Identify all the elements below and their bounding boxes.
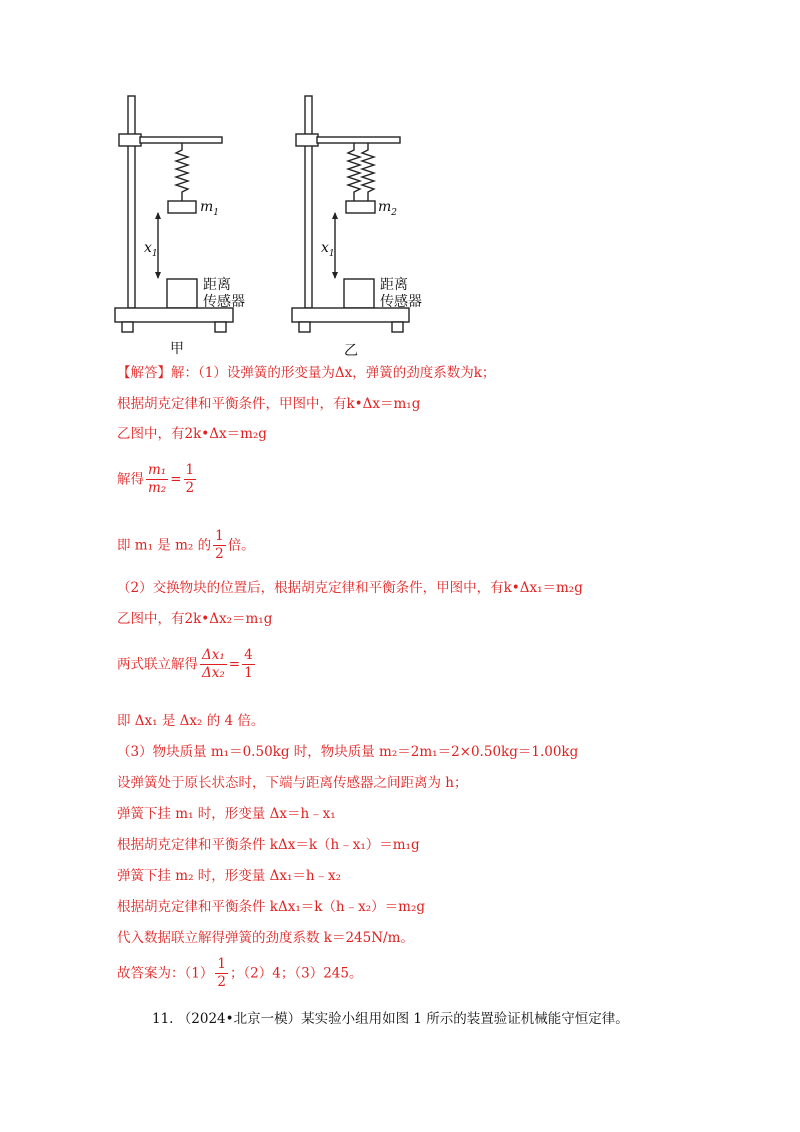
solution-line-6: （2）交换物块的位置后，根据胡克定律和平衡条件，甲图中，有k•Δx₁＝m₂g (117, 580, 583, 596)
solution-line-10: （3）物块质量 m₁＝0.50kg 时，物块质量 m₂＝2m₁＝2×0.50kg＝1.00kg (117, 744, 579, 760)
solution-line-3: 乙图中，有2k•Δx＝m₂g (117, 426, 267, 442)
displacement-ratio-fraction: $\frac{\text{Δx₁}}{\text{Δx₂}}$ (202, 647, 225, 681)
final-answer-line: 故答案为：（1） $\frac{1}{2}$ ；（2）4；（3）245。 (117, 956, 363, 990)
mass-label-m1: $m_1$ (200, 199, 220, 218)
final-answer-fraction: $\frac{1}{2}$ (217, 956, 226, 990)
apparatus-diagram (100, 88, 450, 358)
figure-caption-jia: 甲 (170, 341, 184, 357)
solution-line-1: 【解答】解：（1）设弹簧的形变量为Δx，弹簧的劲度系数为k； (117, 365, 496, 381)
displacement-ratio-result: $\frac{4}{1}$ (244, 647, 253, 681)
half-fraction: $\frac{1}{2}$ (215, 528, 224, 562)
solution-line-11: 设弹簧处于原长状态时，下端与距离传感器之间距离为 h； (117, 775, 468, 791)
mass-ratio-fraction: $\frac{\text{m₁}}{\text{m₂}}$ (148, 462, 167, 496)
sensor-label-left-1: 距离 (203, 277, 231, 293)
answer-tag: 【解答】 (117, 365, 171, 381)
figure-caption-yi: 乙 (344, 343, 358, 359)
sensor-label-left-2: 传感器 (203, 294, 245, 310)
solution-line-16: 代入数据联立解得弹簧的劲度系数 k＝245N/m。 (117, 930, 414, 946)
solution-line-15: 根据胡克定律和平衡条件 kΔx₁＝k（h﹣x₂）＝m₂g (117, 899, 426, 915)
next-question-text: 11. （2024•北京一模）某实验小组用如图 1 所示的装置验证机械能守恒定律。 (152, 1011, 629, 1027)
solution-line-13: 根据胡克定律和平衡条件 kΔx＝k（h﹣x₁）＝m₁g (117, 837, 420, 853)
solution-line-7: 乙图中，有2k•Δx₂＝m₁g (117, 611, 273, 627)
solution-line-4: 解得 $\frac{\text{m₁}}{\text{m₂}}$ = $\frac{1}{2}$ (117, 462, 195, 496)
solution-line-5: 即 m₁ 是 m₂ 的 $\frac{1}{2}$ 倍。 (117, 528, 255, 562)
apparatus-figure (100, 88, 450, 358)
mass-ratio-result: $\frac{1}{2}$ (185, 462, 195, 496)
displacement-label-left: $x_1$ (144, 240, 158, 259)
sensor-label-right-2: 传感器 (380, 294, 422, 310)
displacement-label-right: $x_1$ (321, 240, 335, 259)
sensor-label-right-1: 距离 (380, 277, 408, 293)
solution-line-9: 即 Δx₁ 是 Δx₂ 的 4 倍。 (117, 713, 265, 729)
solution-line-8: 两式联立解得 $\frac{\text{Δx₁}}{\text{Δx₂}}$ = $\frac{4}{1}$ (117, 647, 253, 681)
solution-line-12: 弹簧下挂 m₁ 时，形变量 Δx＝h﹣x₁ (117, 806, 336, 822)
solution-line-2: 根据胡克定律和平衡条件，甲图中，有k•Δx＝m₁g (117, 396, 421, 412)
mass-label-m2: $m_2$ (378, 199, 398, 218)
solution-line-14: 弹簧下挂 m₂ 时，形变量 Δx₁＝h﹣x₂ (117, 868, 342, 884)
